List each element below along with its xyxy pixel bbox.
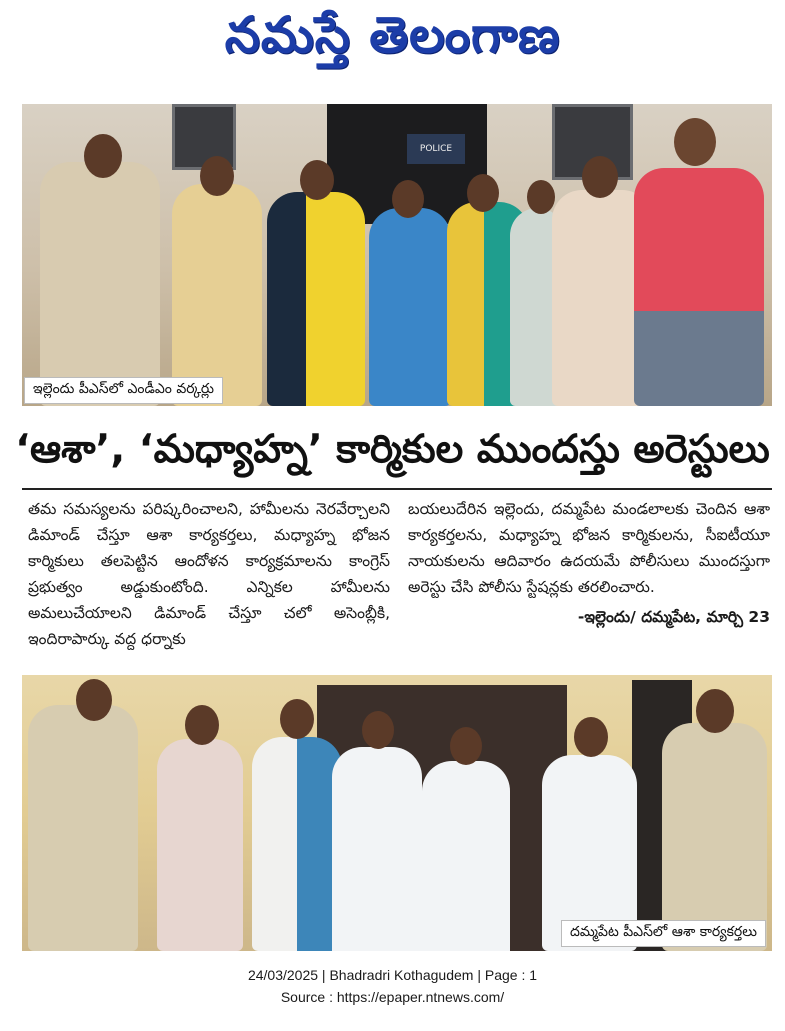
person-figure (157, 739, 243, 951)
head (76, 679, 112, 721)
divider (22, 488, 772, 490)
police-sign: POLICE (407, 134, 465, 164)
head (696, 689, 734, 733)
head (300, 160, 334, 200)
head (84, 134, 122, 178)
head (362, 711, 394, 749)
head (200, 156, 234, 196)
police-officer-figure (40, 162, 160, 406)
article-dateline: -ఇల్లెందు/ దమ్మపేట, మార్చి 23 (577, 608, 770, 626)
person-figure (172, 184, 262, 406)
person-figure (422, 761, 510, 951)
head (450, 727, 482, 765)
masthead (0, 0, 785, 98)
article-column-left (28, 496, 390, 652)
head (582, 156, 618, 198)
head (467, 174, 499, 212)
newspaper-logo: నమస్తే తెలంగాణ (224, 6, 561, 64)
bottom-photo (22, 675, 772, 951)
footer-source: Source : https://epaper.ntnews.com/ (280, 989, 505, 1005)
footer-edition-info: 24/03/2025 | Bhadradri Kothagudem | Page : 1 (247, 967, 538, 983)
article-body-left: తమ సమస్యలను పరిష్కరించాలని, హామీలను నెరవేర్చాలని డిమాండ్ చేస్తూ ఆశా కార్యకర్తలు, మధ్యాహ్న భోజన కార్మికులు తలపెట్టిన ఆందోళన కార్యక్రమాలను కాంగ్రెస్ ప్రభుత్వం అడ్డుకుంటోంది. ఎన్నికల హామీలను అమలుచేయాలని డిమాండ్ చేస్తూ చలో అసెంబ్లీకి, ఇందిరాపార్కు వద్ద ధర్నాకు (28, 500, 390, 648)
police-officer-figure (662, 723, 767, 951)
head (527, 180, 555, 214)
person-figure (369, 208, 451, 406)
person-figure (267, 192, 365, 406)
police-officer-figure (28, 705, 138, 951)
top-photo-caption: ఇల్లెందు పీఎస్‌లో ఎండీఎం వర్కర్లు (24, 377, 223, 404)
person-figure (332, 747, 422, 951)
top-photo (22, 104, 772, 406)
article-column-right (408, 496, 770, 630)
page-footer (0, 964, 785, 1008)
article-headline: ‘ఆశా’, ‘మధ్యాహ్న’ కార్మికుల ముందస్తు అరెస్టులు (15, 427, 770, 472)
head (185, 705, 219, 745)
person-figure (634, 168, 764, 406)
head (674, 118, 716, 166)
person-figure (252, 737, 342, 951)
article-body-right: బయలుదేరిన ఇల్లెందు, దమ్మపేట మండలాలకు చెందిన ఆశా కార్యకర్తలను, మధ్యాహ్న భోజన కార్మికులను, సీఐటీయూ నాయకులను ఆదివారం ఉదయమే పోలీసులు ముందస్తుగా అరెస్టు చేసి పోలీసు స్టేషన్లకు తరలించారు. (408, 500, 770, 596)
head (392, 180, 424, 218)
head (574, 717, 608, 757)
bottom-photo-caption: దమ్మపేట పీఎస్‌లో ఆశా కార్యకర్తలు (561, 920, 766, 947)
head (280, 699, 314, 739)
